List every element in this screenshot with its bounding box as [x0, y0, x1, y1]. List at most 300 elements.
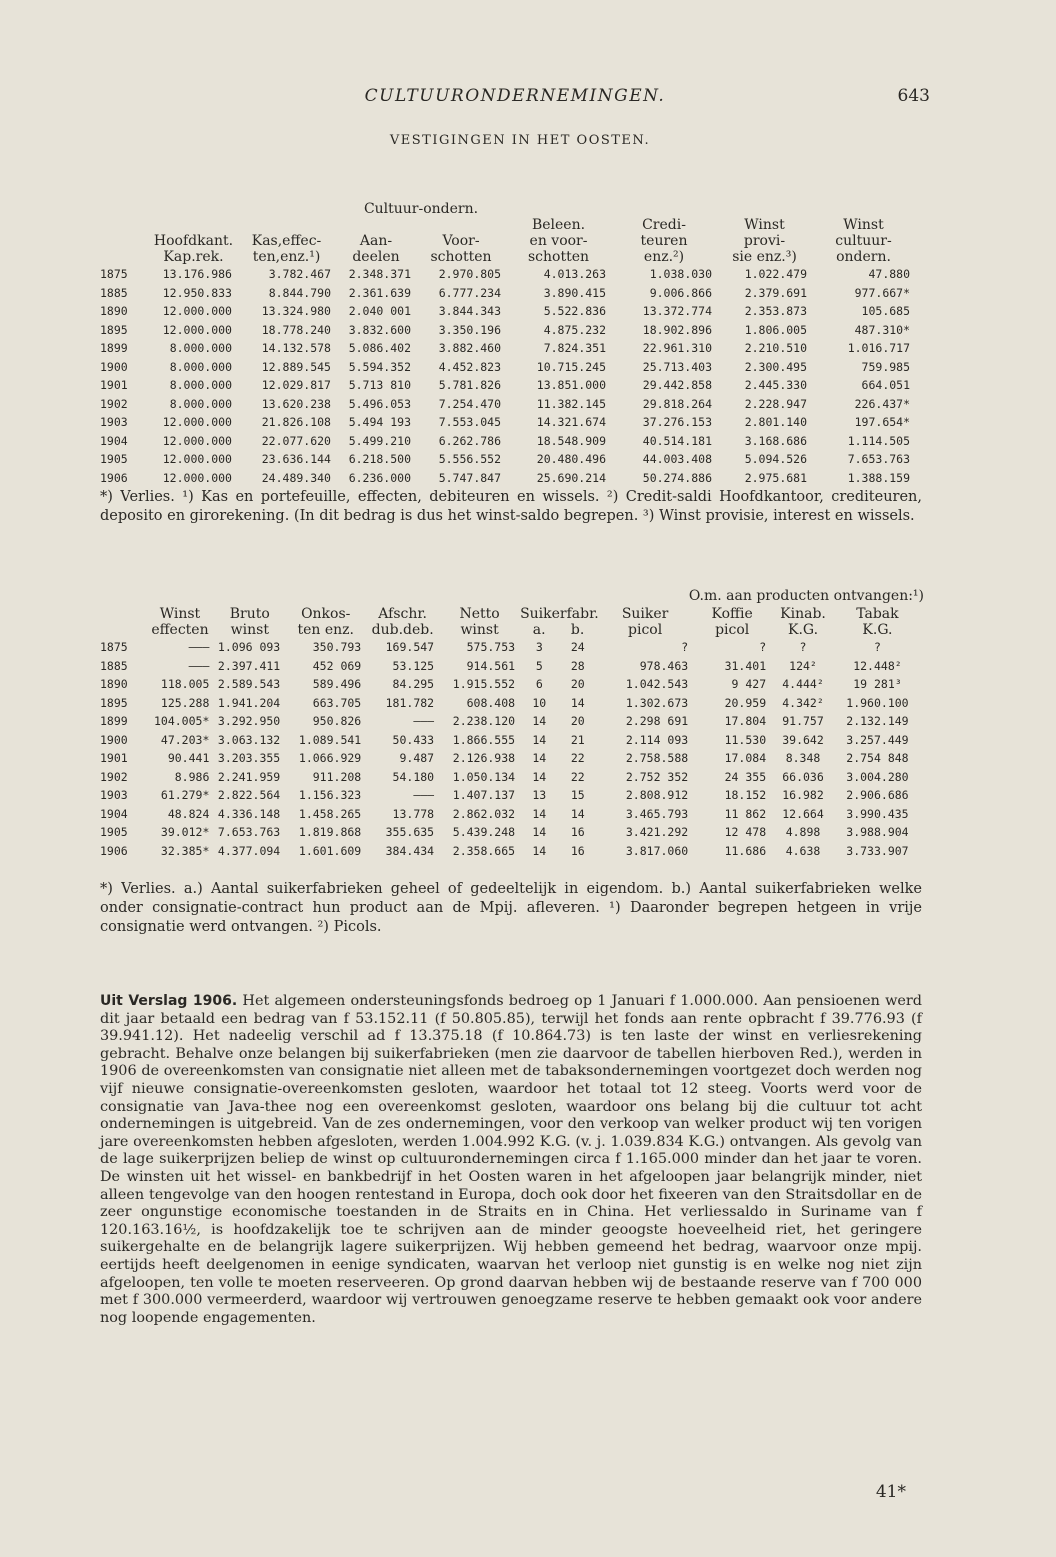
table-cell: 12.000.000 — [162, 433, 232, 448]
col-header-winst-provisie: Winst provi- sie enz.³) — [732, 217, 797, 265]
table-cell: 2.862.032 — [452, 806, 516, 821]
year-cell: 1905 — [100, 825, 128, 839]
table-cell: 6.236.000 — [348, 470, 411, 485]
table-cell: 3.882.460 — [438, 341, 502, 355]
table-cell: 25.713.403 — [642, 359, 713, 374]
table-cell: 589.496 — [312, 677, 362, 691]
table-cell: 169.547 — [385, 640, 435, 654]
table-cell: 5.713 810 — [348, 378, 411, 392]
table-cell: 12.889.545 — [261, 359, 331, 374]
suikerfabr-a: a. — [532, 622, 546, 638]
col-group-cultuur-ondern: Cultuur-ondern. — [363, 201, 479, 217]
table-cell: 911.208 — [312, 769, 362, 784]
table-cell: 12.000.000 — [162, 322, 232, 337]
table-cell: 29.442.858 — [642, 378, 713, 392]
table-cell: 2.353.873 — [744, 304, 808, 318]
table-cell: 487.310* — [854, 322, 911, 337]
table-cell: 2.822.564 — [217, 788, 281, 802]
table-cell: 3.063.132 — [217, 732, 281, 747]
table-row — [100, 469, 915, 488]
table-cell: 350.793 — [312, 640, 362, 654]
table-cell: 91.757 — [782, 714, 824, 728]
table-cell: 1.458.265 — [298, 806, 362, 821]
table-cell: 29.818.264 — [642, 396, 713, 411]
col-header-koffie: Koffie picol — [711, 606, 753, 638]
table-cell: 2.040 001 — [348, 304, 411, 318]
table-cell: 22 — [570, 751, 585, 765]
table-cell: 5.594.352 — [348, 359, 411, 374]
table-cell: 4.444² — [782, 677, 824, 691]
year-cell: 1895 — [100, 695, 128, 710]
table-cell: 3 — [535, 640, 543, 654]
year-cell: 1895 — [100, 322, 128, 337]
table-cell: 39.012* — [160, 825, 210, 839]
table-cell: 53.125 — [392, 658, 435, 673]
table-cell: 12.000.000 — [162, 470, 232, 485]
report-paragraph — [100, 993, 922, 1327]
table-cell: 384.434 — [385, 843, 435, 858]
table-cell: 226.437* — [854, 396, 911, 411]
table-cell: 124² — [789, 658, 817, 673]
table-cell: 13 — [532, 788, 547, 802]
table-cell: 977.667* — [854, 285, 911, 300]
table-cell: 197.654* — [854, 415, 911, 429]
table-cell: 2.361.639 — [348, 285, 411, 300]
table-cell: 3.168.686 — [744, 433, 808, 448]
table-cell: 8.348 — [785, 751, 821, 765]
table-cell: 3.350.196 — [438, 322, 502, 337]
table-cell: 2.397.411 — [217, 658, 281, 673]
table-cell: 12.000.000 — [162, 415, 232, 429]
table-row — [100, 376, 915, 395]
table-cell: 7.254.470 — [438, 396, 502, 411]
year-cell: 1906 — [100, 470, 128, 485]
table-cell: 21 — [570, 732, 585, 747]
table-cell: 4.452.823 — [438, 359, 502, 374]
suikerfabr-b: b. — [570, 622, 585, 638]
table-cell: 17.084 — [724, 751, 767, 765]
table-cell: 1.866.555 — [452, 732, 516, 747]
table-row — [100, 450, 915, 469]
table-cell: 4.377.094 — [217, 843, 281, 858]
page-number: 643 — [897, 86, 930, 106]
table-cell: 1.066.929 — [298, 751, 362, 765]
table-cell: 2.300.495 — [744, 359, 808, 374]
table-cell: 8.000.000 — [169, 396, 232, 411]
table-cell: ——— — [188, 658, 210, 673]
col-header-aandeelen: Aan- deelen — [352, 233, 400, 265]
table-row — [100, 768, 920, 787]
col-header-bruto-winst: Bruto winst — [229, 606, 270, 638]
table-row — [100, 805, 920, 824]
table-row — [100, 302, 915, 321]
table-cell: 1.407.137 — [452, 788, 516, 802]
table-cell: 575.753 — [466, 640, 516, 654]
table-cell: 25.690.214 — [536, 470, 607, 485]
table-cell: 12.950.833 — [162, 285, 232, 300]
table-cell: 1.050.134 — [452, 769, 516, 784]
table-cell: 5.494 193 — [348, 415, 411, 429]
table-cell: 2.358.665 — [452, 843, 516, 858]
table-cell: 32.385* — [160, 843, 210, 858]
table-cell: 3.832.600 — [348, 322, 411, 337]
table-cell: 2.241.959 — [217, 769, 281, 784]
table-cell: 118.005 — [160, 677, 210, 691]
col-header-suiker: Suiker picol — [621, 606, 669, 638]
table-cell: 1.022.479 — [744, 267, 808, 281]
table-row — [100, 321, 915, 340]
table-cell: 13.176.986 — [162, 267, 232, 281]
table-cell: 663.705 — [312, 695, 362, 710]
table-row — [100, 395, 915, 414]
table-cell: 3.988.904 — [846, 825, 909, 839]
table-cell: 28 — [570, 658, 585, 673]
col-header-tabak: Tabak K.G. — [856, 606, 899, 638]
signature-mark: 41* — [875, 1482, 906, 1502]
table-row — [100, 786, 920, 805]
table-cell: 13.372.774 — [642, 304, 713, 318]
table-cell: 2.210.510 — [744, 341, 808, 355]
table-cell: 1.601.609 — [298, 843, 362, 858]
table-cell: 18.548.909 — [536, 433, 607, 448]
table-cell: 18.778.240 — [261, 322, 331, 337]
table-cell: 3.817.060 — [625, 843, 689, 858]
table-cell: 15 — [570, 788, 585, 802]
table-cell: 5.496.053 — [348, 396, 411, 411]
table-cell: ——— — [413, 714, 435, 728]
table-cell: 66.036 — [782, 769, 824, 784]
year-cell: 1875 — [100, 267, 128, 281]
table-cell: 2.808.912 — [625, 788, 689, 802]
table-cell: 2.970.805 — [438, 267, 502, 281]
table2-footnote: *) Verlies. a.) Aantal suikerfabrieken geheel of gedeeltelijk in eigendom. b.) Aantal suikerfabrieken welke onder consignatie-contract hun product aan de Mpij. afleveren. ¹) Daaronder begrepen hetgeen in vrije consignatie werd ontvangen. ²) Picols. — [100, 881, 922, 935]
table-cell: 14 — [532, 806, 547, 821]
table-cell: 3.257.449 — [846, 732, 909, 747]
table-cell: 5.086.402 — [348, 341, 411, 355]
table-cell: 20.959 — [724, 695, 767, 710]
table-cell: 4.638 — [785, 843, 821, 858]
table-cell: 50.433 — [392, 732, 435, 747]
table-cell: 14 — [532, 843, 547, 858]
table-cell: 14.132.578 — [261, 341, 331, 355]
table-cell: 105.685 — [861, 304, 911, 318]
table-cell: 13.620.238 — [261, 396, 331, 411]
table-cell: 3.421.292 — [625, 825, 689, 839]
table-cell: ? — [799, 640, 807, 654]
table-cell: 2.906.686 — [846, 788, 909, 802]
table-row — [100, 284, 915, 303]
table-cell: 12.029.817 — [261, 378, 331, 392]
table-cell: 14.321.674 — [536, 415, 607, 429]
table-cell: 2.228.947 — [744, 396, 808, 411]
table-cell: 1.819.868 — [298, 825, 362, 839]
table-cell: 16 — [570, 843, 585, 858]
year-cell: 1900 — [100, 359, 128, 374]
table-cell: 7.653.763 — [847, 452, 911, 466]
table-cell: 759.985 — [861, 359, 911, 374]
table-cell: 3.465.793 — [625, 806, 689, 821]
year-cell: 1885 — [100, 285, 128, 300]
table-cell: 6.777.234 — [438, 285, 502, 300]
table-cell: 4.336.148 — [217, 806, 281, 821]
table-cell: 914.561 — [466, 658, 516, 673]
producten-ontvangen-header: O.m. aan producten ontvangen:¹) — [688, 588, 924, 604]
table-cell: 22.961.310 — [642, 341, 713, 355]
table-cell: 1.915.552 — [452, 677, 516, 691]
table-cell: 9 427 — [731, 677, 767, 691]
table-cell: 8.844.790 — [268, 285, 331, 300]
table-cell: 125.288 — [160, 695, 210, 710]
running-header-title: CULTUURONDERNEMINGEN. — [364, 86, 666, 106]
table-cell: 10.715.245 — [536, 359, 607, 374]
table-cell: 2.238.120 — [452, 714, 516, 728]
vestigingen-table — [100, 200, 915, 487]
table-cell: 11.530 — [724, 732, 767, 747]
table-cell: 16.982 — [782, 788, 824, 802]
table-cell: 11 862 — [724, 806, 767, 821]
table-row — [100, 638, 920, 657]
year-cell: 1903 — [100, 415, 128, 429]
table-cell: 1.042.543 — [625, 677, 689, 691]
table-row — [100, 358, 915, 377]
col-header-netto-winst: Netto winst — [459, 606, 500, 638]
year-cell: 1900 — [100, 732, 128, 747]
table-cell: 12.000.000 — [162, 452, 232, 466]
table-cell: 11.382.145 — [536, 396, 607, 411]
table-cell: 48.824 — [167, 806, 210, 821]
table-cell: 1.941.204 — [217, 695, 281, 710]
table-cell: 1.806.005 — [744, 322, 808, 337]
table-cell: 1.089.541 — [298, 732, 362, 747]
col-header-hoofdkant: Hoofdkant. Kap.rek. — [153, 233, 234, 265]
table-cell: 452 069 — [312, 658, 362, 673]
table-cell: 1.016.717 — [847, 341, 911, 355]
table-cell: 16 — [570, 825, 585, 839]
table-cell: 37.276.153 — [642, 415, 713, 429]
table-cell: 8.000.000 — [169, 341, 232, 355]
year-cell: 1905 — [100, 452, 128, 466]
table-row — [100, 265, 915, 284]
table-cell: 1.302.673 — [625, 695, 689, 710]
report-lead: Uit Verslag 1906. — [100, 993, 238, 1009]
table-cell: 10 — [532, 695, 547, 710]
table-row — [100, 712, 920, 731]
table-cell: 1.960.100 — [846, 695, 909, 710]
year-cell: 1885 — [100, 658, 128, 673]
table-cell: 12.448² — [853, 658, 902, 673]
table-row — [100, 823, 920, 842]
table-cell: 17.804 — [724, 714, 767, 728]
table-cell: 23.636.144 — [261, 452, 331, 466]
table-cell: 5 — [535, 658, 543, 673]
table-cell: 9.487 — [399, 751, 435, 765]
table-cell: 4.342² — [782, 695, 824, 710]
table-cell: 9.006.866 — [649, 285, 713, 300]
report-text: Het algemeen ondersteuningsfonds bedroeg op 1 Januari f 1.000.000. Aan pensioenen werd dit jaar betaald een bedrag van f 53.152.11 (f 50.805.85), terwijl het fonds aan rente opbracht f 39.776.93 (f 39.941.12). Het nadeelig verschil ad f 13.375.18 (f 10.864.73) is ten laste der winst en verliesrekening gebracht. Behalve onze belangen bij suikerfabrieken (men zie daarvoor de tabellen hierboven Red.), werden in 1906 de overeenkomsten van consignatie niet alleen met de tabaksondernemingen voortgezet doch werden nog vijf nieuwe consignatie-overeenkomsten gesloten, waardoor het totaal tot 12 steeg. Voorts werd voor de consignatie van Java-thee nog een overeenkomst gesloten, waardoor ons belang bij die cultuur tot acht ondernemingen is uitgebreid. Van de zes ondernemingen, voor den verkoop van welker product wij ten vorigen jare overeenkomsten hebben afgesloten, werden 1.004.992 K.G. (v. j. 1.039.834 K.G.) ontvangen. Als gevolg van de lage suikerprijzen beliep de winst op cultuurondernemingen circa f 1.165.000 minder dan het jaar te voren. De winsten uit het wissel- en bankbedrijf in het Oosten waren in het afgeloopen jaar belangrijk minder, niet alleen tengevolge van den hoogen rentestand in Europa, doch ook door het fixeeren van den Straitsdollar en de zeer ongunstige economische toestanden in de Straits en in China. Het verliessaldo in Suriname van f 120.163.16½, is hoofdzakelijk toe te schrijven aan de minder geoogste hoeveelheid riet, het geringere suikergehalte en de belangrijk lagere suikerprijzen. Wij hebben gemeend het bedrag, waarvoor onze mpij. eertijds heeft deelgenomen in eenige syndicaten, waarvan het verloop niet gunstig is en welke nog niet zijn afgeloopen, ten volle te moeten reserveeren. Op grond daarvan hebben wij de bestaande reserve van f 700 000 met f 300.000 vermeerderd, waardoor wij vertrouwen genoegzame reserve te hebben gemaakt ook voor andere nog loopende engagementen. — [100, 993, 923, 1326]
table-cell: 13.778 — [392, 806, 435, 821]
table-cell: 664.051 — [861, 378, 911, 392]
table-cell: 14 — [532, 751, 547, 765]
table-cell: 1.388.159 — [847, 470, 911, 485]
table-cell: 4.013.263 — [543, 267, 607, 281]
table-cell: 20 — [570, 677, 585, 691]
winst-producten-table — [100, 586, 920, 860]
col-header-crediteuren: Credi- teuren enz.²) — [640, 217, 688, 265]
table-cell: 19 281³ — [853, 677, 902, 691]
table-row — [100, 432, 915, 451]
table-cell: 608.408 — [466, 695, 516, 710]
table-cell: 61.279* — [160, 788, 210, 802]
year-cell: 1875 — [100, 640, 128, 654]
table-cell: 39.642 — [782, 732, 824, 747]
table-row — [100, 657, 920, 676]
table-cell: 12.000.000 — [162, 304, 232, 318]
table-cell: 14 — [532, 769, 547, 784]
table-cell: ? — [873, 640, 881, 654]
year-cell: 1902 — [100, 396, 128, 411]
year-cell: 1899 — [100, 341, 128, 355]
table-cell: 13.851.000 — [536, 378, 607, 392]
table-cell: 6 — [535, 677, 543, 691]
table-cell: 2.132.149 — [846, 714, 909, 728]
table-cell: 14 — [532, 732, 547, 747]
col-header-onkosten: Onkos- ten enz. — [297, 606, 354, 638]
table-cell: 31.401 — [724, 658, 767, 673]
table-cell: 5.439.248 — [452, 825, 516, 839]
table-cell: 14 — [570, 695, 585, 710]
table-cell: 21.826.108 — [261, 415, 331, 429]
table-cell: 24 355 — [724, 769, 767, 784]
year-cell: 1904 — [100, 806, 128, 821]
table-cell: 5.499.210 — [348, 433, 411, 448]
col-header-suikerfabr — [520, 606, 597, 638]
table-cell: 2.758.588 — [625, 751, 689, 765]
table-cell: 24.489.340 — [261, 470, 331, 485]
col-header-voorschotten: Voor- schotten — [430, 233, 492, 265]
table-cell: 14 — [570, 806, 585, 821]
table-row — [100, 413, 915, 432]
table-cell: 22 — [570, 769, 585, 784]
table-row — [100, 339, 915, 358]
table-cell: 44.003.408 — [642, 452, 713, 466]
table-cell: 3.844.343 — [438, 304, 502, 318]
table-cell: 2.379.691 — [744, 285, 808, 300]
table-cell: 18.902.896 — [642, 322, 713, 337]
table-cell: 4.875.232 — [543, 322, 607, 337]
table-cell: 2.445.330 — [744, 378, 808, 392]
col-header-kas: Kas,effec- ten,enz.¹) — [251, 233, 322, 265]
year-cell: 1901 — [100, 751, 128, 765]
table-cell: 20 — [570, 714, 585, 728]
col-header-winst-effecten: Winst effecten — [151, 606, 209, 638]
table-cell: 7.553.045 — [438, 415, 502, 429]
table-cell: 2.348.371 — [348, 267, 411, 281]
table-cell: 47.203* — [160, 732, 210, 747]
table-cell: 1.096 093 — [217, 640, 281, 654]
year-cell: 1890 — [100, 677, 128, 691]
table-cell: 6.262.786 — [438, 433, 502, 448]
table-cell: 2.114 093 — [625, 732, 689, 747]
table-cell: 4.898 — [785, 825, 821, 839]
table-row — [100, 731, 920, 750]
table-cell: 181.782 — [385, 695, 435, 710]
table-cell: 12 478 — [724, 825, 767, 839]
table-cell: 3.203.355 — [217, 751, 281, 765]
table-cell: 6.218.500 — [348, 452, 411, 466]
table-row — [100, 675, 920, 694]
table-cell: 2.752 352 — [625, 769, 689, 784]
table-cell: 978.463 — [639, 658, 689, 673]
table-cell: 11.686 — [724, 843, 767, 858]
table-cell: 8.986 — [174, 769, 210, 784]
table-cell: 14 — [532, 825, 547, 839]
table-cell: 22.077.620 — [261, 433, 331, 448]
table-row — [100, 694, 920, 713]
col-header-kinab: Kinab. K.G. — [780, 606, 826, 638]
table-cell: ? — [759, 640, 767, 654]
table-cell: 2.126.938 — [452, 751, 516, 765]
table-cell: 47.880 — [868, 267, 911, 281]
table-cell: 1.156.323 — [298, 788, 362, 802]
table-cell: 24 — [570, 640, 585, 654]
table-cell: 104.005* — [153, 714, 210, 728]
table-cell: 12.664 — [782, 806, 824, 821]
table-cell: 50.274.886 — [642, 470, 713, 485]
table-cell: 18.152 — [724, 788, 767, 802]
table-cell: 8.000.000 — [169, 378, 232, 392]
table-cell: 3.004.280 — [846, 769, 909, 784]
table-cell: 5.781.826 — [438, 378, 502, 392]
col-header-winst-cultuur: Winst cultuur- ondern. — [835, 217, 892, 265]
table-cell: 1.038.030 — [649, 267, 713, 281]
table-row — [100, 749, 920, 768]
table-cell: 7.824.351 — [543, 341, 607, 355]
table-cell: 3.733.907 — [846, 843, 909, 858]
table1-footnote: *) Verlies. ¹) Kas en portefeuille, effecten, debiteuren en wissels. ²) Credit-saldi Hoofdkantoor, crediteuren, deposito en girorekening. (In dit bedrag is dus het winst-saldo begrepen. ³) Winst provisie, interest en wissels. — [100, 489, 922, 524]
table-cell: 5.522.836 — [543, 304, 607, 318]
year-cell: 1890 — [100, 304, 128, 318]
table-cell: 2.801.140 — [744, 415, 808, 429]
table-cell: 7.653.763 — [217, 825, 281, 839]
table-cell: 3.890.415 — [543, 285, 607, 300]
col-header-beleen: Beleen. en voor- schotten — [528, 217, 590, 265]
table-cell: 3.782.467 — [268, 267, 331, 281]
table-cell: 5.556.552 — [438, 452, 502, 466]
table-cell: 84.295 — [392, 677, 435, 691]
table-cell: 5.094.526 — [744, 452, 808, 466]
year-cell: 1904 — [100, 433, 128, 448]
table-cell: 2.298 691 — [625, 714, 689, 728]
table-cell: 3.990.435 — [846, 806, 909, 821]
table-cell: ——— — [413, 788, 435, 802]
section-title: VESTIGINGEN IN HET OOSTEN. — [389, 133, 651, 148]
year-cell: 1899 — [100, 714, 128, 728]
table-cell: ——— — [188, 640, 210, 654]
year-cell: 1903 — [100, 788, 128, 802]
table-cell: 90.441 — [167, 751, 210, 765]
table-cell: 20.480.496 — [536, 452, 607, 466]
table-cell: 40.514.181 — [642, 433, 713, 448]
table-cell: 1.114.505 — [847, 433, 911, 448]
year-cell: 1906 — [100, 843, 128, 858]
table-cell: 950.826 — [312, 714, 362, 728]
table-cell: 13.324.980 — [261, 304, 331, 318]
table-cell: 5.747.847 — [438, 470, 502, 485]
table-cell: 3.292.950 — [217, 714, 281, 728]
table-cell: 14 — [532, 714, 547, 728]
table-cell: ? — [681, 640, 689, 654]
table-cell: 2.589.543 — [217, 677, 281, 691]
